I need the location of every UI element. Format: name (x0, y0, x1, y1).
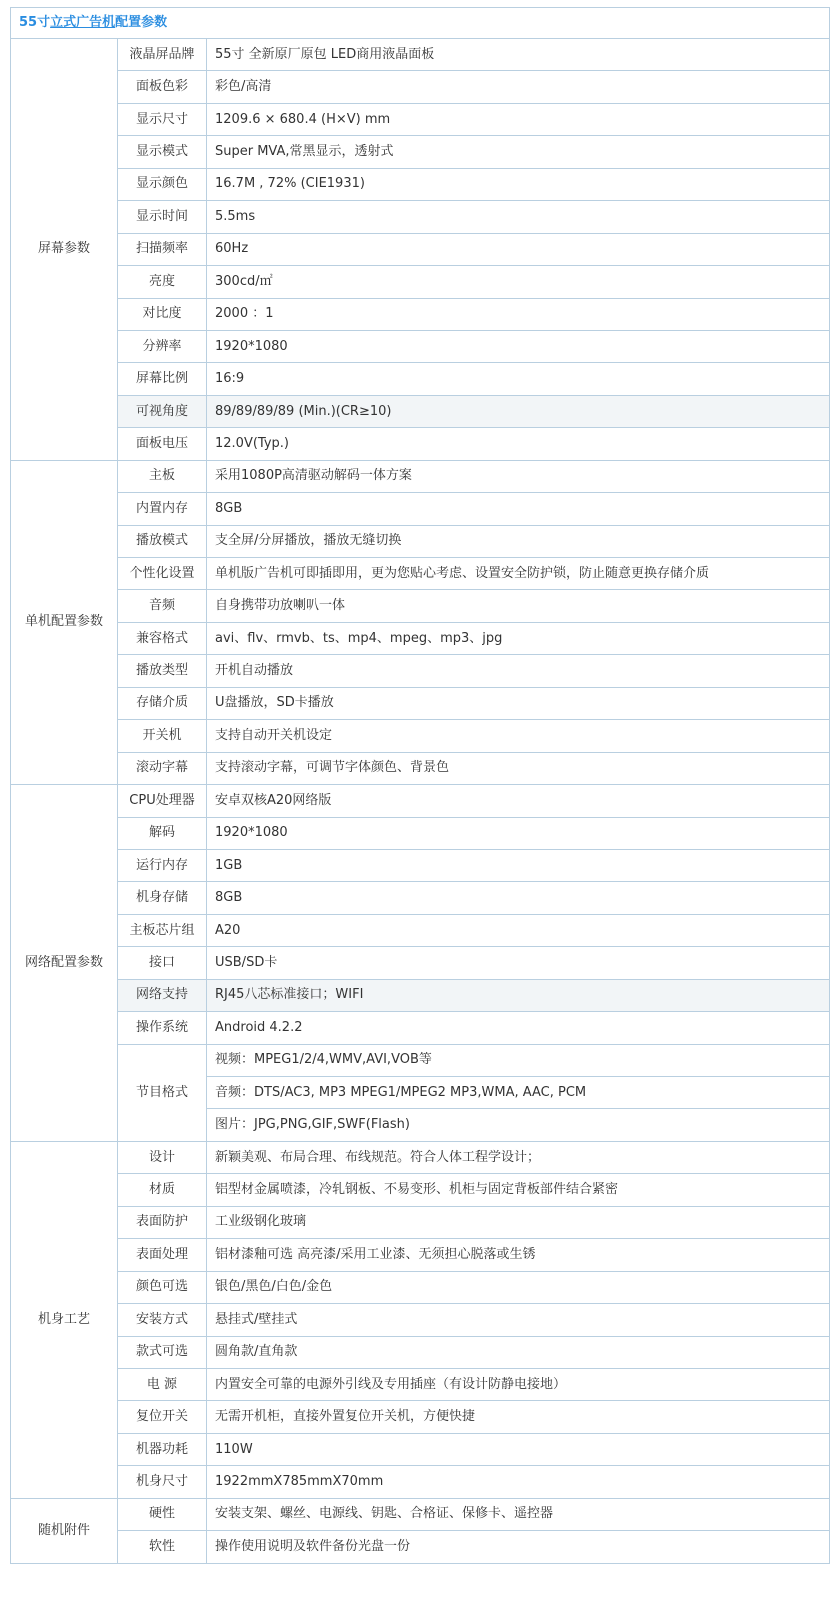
spec-value: 彩色/高清 (207, 71, 830, 103)
table-row (11, 687, 830, 719)
spec-value: 工业级钢化玻璃 (207, 1206, 830, 1238)
table-row (11, 979, 830, 1011)
spec-label: 操作系统 (118, 1012, 207, 1044)
spec-label: 节目格式 (118, 1044, 207, 1141)
table-row (11, 1271, 830, 1303)
table-row (11, 1141, 830, 1173)
spec-value: 支持自动开关机设定 (207, 720, 830, 752)
table-row (11, 1012, 830, 1044)
spec-label: 软性 (118, 1531, 207, 1563)
spec-label: 分辨率 (118, 330, 207, 362)
spec-value: 操作使用说明及软件备份光盘一份 (207, 1531, 830, 1563)
spec-value: 音频：DTS/AC3, MP3 MPEG1/MPEG2 MP3,WMA, AAC, PCM (207, 1077, 830, 1109)
spec-value: 5.5ms (207, 201, 830, 233)
table-row (11, 1466, 830, 1498)
spec-value: 安卓双核A20网络版 (207, 785, 830, 817)
table-row (11, 655, 830, 687)
table-row (11, 1401, 830, 1433)
table-row (11, 363, 830, 395)
spec-label: 解码 (118, 817, 207, 849)
spec-label: 音频 (118, 590, 207, 622)
spec-label: 亮度 (118, 266, 207, 298)
spec-value: RJ45八芯标准接口；WIFI (207, 979, 830, 1011)
spec-value: 内置安全可靠的电源外引线及专用插座（有设计防静电接地） (207, 1368, 830, 1400)
spec-value: 支全屏/分屏播放，播放无缝切换 (207, 525, 830, 557)
table-row (11, 266, 830, 298)
spec-label: 存储介质 (118, 687, 207, 719)
table-row (11, 785, 830, 817)
spec-label: 安装方式 (118, 1304, 207, 1336)
table-row (11, 1304, 830, 1336)
table-row (11, 1433, 830, 1465)
table-row (11, 947, 830, 979)
spec-label: 机器功耗 (118, 1433, 207, 1465)
table-row (11, 1498, 830, 1530)
table-row (11, 849, 830, 881)
table-row (11, 525, 830, 557)
spec-value: 视频：MPEG1/2/4,WMV,AVI,VOB等 (207, 1044, 830, 1076)
table-row (11, 493, 830, 525)
spec-value: A20 (207, 914, 830, 946)
table-row (11, 395, 830, 427)
spec-value: 采用1080P高清驱动解码一体方案 (207, 460, 830, 492)
table-row (11, 882, 830, 914)
spec-value: 开机自动播放 (207, 655, 830, 687)
spec-value: 铝型材金属喷漆，冷轧钢板、不易变形、机柜与固定背板部件结合紧密 (207, 1174, 830, 1206)
spec-value: 1GB (207, 849, 830, 881)
spec-value: 图片：JPG,PNG,GIF,SWF(Flash) (207, 1109, 830, 1141)
spec-value: 自身携带功放喇叭一体 (207, 590, 830, 622)
spec-label: 播放类型 (118, 655, 207, 687)
section-name: 屏幕参数 (11, 39, 118, 461)
spec-value: 8GB (207, 493, 830, 525)
spec-label: 显示尺寸 (118, 103, 207, 135)
table-row (11, 298, 830, 330)
spec-value: 1209.6 × 680.4 (H×V) mm (207, 103, 830, 135)
table-row (11, 1206, 830, 1238)
table-row (11, 1336, 830, 1368)
spec-value: 1920*1080 (207, 817, 830, 849)
title-part-3: 配置参数 (115, 15, 168, 30)
spec-value: 1922mmX785mmX70mm (207, 1466, 830, 1498)
spec-label: 机身尺寸 (118, 1466, 207, 1498)
table-row (11, 817, 830, 849)
table-row (11, 590, 830, 622)
spec-value: U盘播放，SD卡播放 (207, 687, 830, 719)
spec-value: 55寸 全新原厂原包 LED商用液晶面板 (207, 39, 830, 71)
table-row (11, 460, 830, 492)
section-name: 网络配置参数 (11, 785, 118, 1142)
title-part-1: 55寸 (19, 15, 51, 30)
spec-label: 表面处理 (118, 1239, 207, 1271)
table-row (11, 1368, 830, 1400)
spec-label: 内置内存 (118, 493, 207, 525)
spec-value: 银色/黑色/白色/金色 (207, 1271, 830, 1303)
spec-label: 表面防护 (118, 1206, 207, 1238)
spec-value: 圆角款/直角款 (207, 1336, 830, 1368)
table-row (11, 558, 830, 590)
spec-value: 60Hz (207, 233, 830, 265)
spec-label: 颜色可选 (118, 1271, 207, 1303)
table-row (11, 168, 830, 200)
spec-value: 110W (207, 1433, 830, 1465)
spec-label: 电 源 (118, 1368, 207, 1400)
spec-value: Super MVA,常黑显示，透射式 (207, 136, 830, 168)
spec-value: USB/SD卡 (207, 947, 830, 979)
spec-label: 材质 (118, 1174, 207, 1206)
spec-label: 显示颜色 (118, 168, 207, 200)
page-title (11, 8, 830, 39)
spec-label: 主板 (118, 460, 207, 492)
spec-label: 扫描频率 (118, 233, 207, 265)
spec-label: 滚动字幕 (118, 752, 207, 784)
spec-table (10, 7, 830, 1564)
spec-label: CPU处理器 (118, 785, 207, 817)
table-row (11, 233, 830, 265)
spec-value: 16.7M , 72% (CIE1931) (207, 168, 830, 200)
spec-label: 网络支持 (118, 979, 207, 1011)
table-row (11, 914, 830, 946)
title-part-2: 立式广告机 (50, 15, 116, 30)
table-row (11, 1239, 830, 1271)
spec-label: 对比度 (118, 298, 207, 330)
spec-value: 16:9 (207, 363, 830, 395)
table-row (11, 1174, 830, 1206)
spec-label: 个性化设置 (118, 558, 207, 590)
spec-label: 机身存储 (118, 882, 207, 914)
spec-value: 支持滚动字幕，可调节字体颜色、背景色 (207, 752, 830, 784)
table-row (11, 428, 830, 460)
spec-label: 面板电压 (118, 428, 207, 460)
spec-label: 设计 (118, 1141, 207, 1173)
spec-label: 面板色彩 (118, 71, 207, 103)
table-row (11, 1044, 830, 1076)
spec-value: 2000 ：1 (207, 298, 830, 330)
spec-label: 硬性 (118, 1498, 207, 1530)
spec-value: 1920*1080 (207, 330, 830, 362)
spec-value: 悬挂式/壁挂式 (207, 1304, 830, 1336)
spec-label: 显示时间 (118, 201, 207, 233)
table-row (11, 720, 830, 752)
spec-sheet (10, 7, 829, 1564)
spec-label: 液晶屏品牌 (118, 39, 207, 71)
table-row (11, 330, 830, 362)
spec-value: Android 4.2.2 (207, 1012, 830, 1044)
spec-label: 兼容格式 (118, 622, 207, 654)
spec-value: 8GB (207, 882, 830, 914)
table-row (11, 71, 830, 103)
spec-value: 89/89/89/89 (Min.)(CR≥10) (207, 395, 830, 427)
spec-label: 运行内存 (118, 849, 207, 881)
spec-value: 300cd/㎡ (207, 266, 830, 298)
section-name: 单机配置参数 (11, 460, 118, 784)
spec-label: 播放模式 (118, 525, 207, 557)
spec-label: 屏幕比例 (118, 363, 207, 395)
section-name: 机身工艺 (11, 1141, 118, 1498)
spec-value: 无需开机柜，直接外置复位开关机，方便快捷 (207, 1401, 830, 1433)
spec-value: 新颖美观、布局合理、布线规范。符合人体工程学设计； (207, 1141, 830, 1173)
spec-label: 显示模式 (118, 136, 207, 168)
section-name: 随机附件 (11, 1498, 118, 1563)
spec-label: 主板芯片组 (118, 914, 207, 946)
spec-value: avi、flv、rmvb、ts、mp4、mpeg、mp3、jpg (207, 622, 830, 654)
title-row (11, 8, 830, 39)
table-row (11, 1531, 830, 1563)
spec-value: 安装支架、螺丝、电源线、钥匙、合格证、保修卡、遥控器 (207, 1498, 830, 1530)
spec-label: 款式可选 (118, 1336, 207, 1368)
table-row (11, 752, 830, 784)
spec-label: 接口 (118, 947, 207, 979)
table-row (11, 103, 830, 135)
spec-value: 单机版广告机可即插即用，更为您贴心考虑、设置安全防护锁，防止随意更换存储介质 (207, 558, 830, 590)
spec-value: 铝材漆釉可选 高亮漆/采用工业漆、无须担心脱落或生锈 (207, 1239, 830, 1271)
table-row (11, 39, 830, 71)
spec-value: 12.0V(Typ.) (207, 428, 830, 460)
table-row (11, 622, 830, 654)
table-row (11, 201, 830, 233)
spec-label: 可视角度 (118, 395, 207, 427)
spec-label: 开关机 (118, 720, 207, 752)
table-row (11, 136, 830, 168)
spec-label: 复位开关 (118, 1401, 207, 1433)
